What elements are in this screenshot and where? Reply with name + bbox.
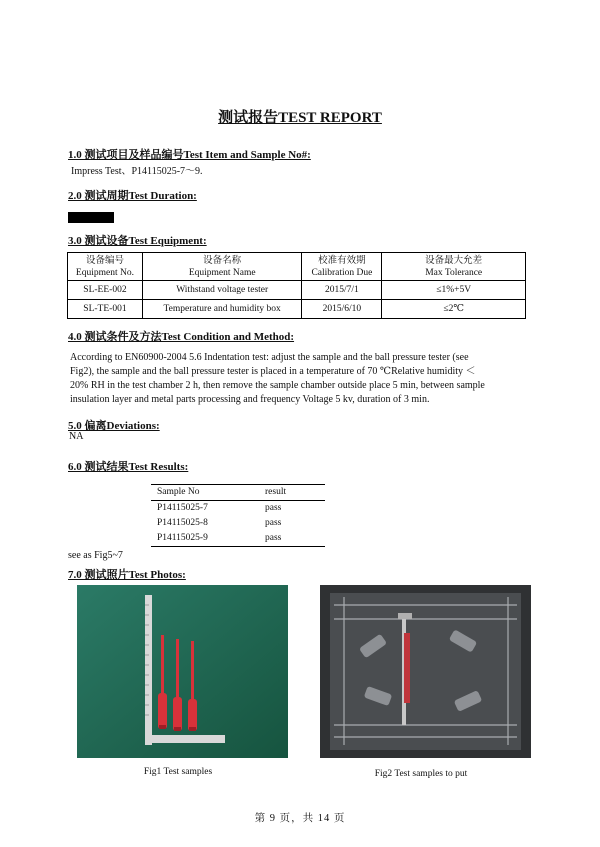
method-line: According to EN60900-2004 5.6 Indentation test: adjust the sample and the ball pressure tester (see — [70, 352, 469, 363]
method-line: Fig2), the sample and the ball pressure tester is placed in a temperature of 70 ℃Relative humidity ＜ — [70, 366, 476, 377]
results-cell: pass — [265, 533, 282, 543]
equipment-header-cell: 设备编号 Equipment No. — [68, 253, 143, 281]
section-6-note: see as Fig5~7 — [68, 550, 123, 561]
results-header-row — [151, 485, 325, 500]
section-3-heading: 3.0 测试设备Test Equipment: — [68, 235, 207, 247]
equipment-cell: 2015/6/10 — [302, 300, 382, 319]
equipment-cell: ≤1%+5V — [382, 281, 526, 300]
section-1-heading: 1.0 测试项目及样品编号Test Item and Sample No#: — [68, 149, 311, 161]
section-4-heading: 4.0 测试条件及方法Test Condition and Method: — [68, 331, 295, 343]
fig2-illustration — [320, 585, 531, 758]
results-row — [151, 531, 325, 546]
fig2-photo — [320, 585, 531, 758]
equipment-cell: Temperature and humidity box — [142, 300, 302, 319]
section-5-body: NA — [69, 431, 84, 442]
results-cell: P14115025-8 — [157, 518, 208, 528]
fig1-photo — [77, 585, 288, 758]
results-cell: pass — [265, 503, 282, 513]
results-header-cell: result — [265, 487, 287, 497]
results-table — [151, 484, 325, 547]
equipment-table-header — [68, 253, 526, 281]
equipment-header-cell: 设备最大允差 Max Tolerance — [382, 253, 526, 281]
results-row — [151, 501, 325, 516]
section-7-heading: 7.0 测试照片Test Photos: — [68, 569, 186, 581]
equipment-cell: 2015/7/1 — [302, 281, 382, 300]
equipment-cell: SL-EE-002 — [68, 281, 143, 300]
redacted-block — [68, 212, 114, 223]
section-1-body: Impress Test、P14115025-7～9. — [71, 166, 203, 177]
fig1-illustration — [77, 585, 288, 758]
equipment-header-cell: 设备名称 Equipment Name — [142, 253, 302, 281]
section-2-heading: 2.0 测试周期Test Duration: — [68, 190, 197, 202]
fig2-caption: Fig2 Test samples to put — [374, 769, 468, 779]
page-footer: 第 9 页，共 14 页 — [254, 813, 346, 824]
section-5-heading: 5.0 偏离Deviations: — [68, 420, 160, 432]
results-cell: P14115025-9 — [157, 533, 208, 543]
equipment-cell: ≤2℃ — [382, 300, 526, 319]
section-6-heading: 6.0 测试结果Test Results: — [68, 461, 189, 473]
equipment-cell: Withstand voltage tester — [142, 281, 302, 300]
results-cell: P14115025-7 — [157, 503, 208, 513]
method-line: insulation layer and metal parts processing and frequency Voltage 5 kv, duration of 3 min. — [70, 394, 430, 405]
equipment-table-row — [68, 281, 526, 300]
results-row — [151, 516, 325, 531]
results-cell: pass — [265, 518, 282, 528]
fig1-caption: Fig1 Test samples — [143, 767, 213, 777]
report-title: 测试报告TEST REPORT — [218, 110, 382, 126]
equipment-table — [67, 252, 526, 319]
results-bottom-rule — [151, 546, 325, 547]
equipment-header-cell: 校准有效期 Calibration Due — [302, 253, 382, 281]
section-4-body — [70, 351, 540, 407]
equipment-cell: SL-TE-001 — [68, 300, 143, 319]
method-line: 20% RH in the test chamber 2 h, then remove the sample chamber outside place 5 min, between sample — [70, 380, 485, 391]
results-header-cell: Sample No — [157, 487, 200, 497]
equipment-table-row — [68, 300, 526, 319]
